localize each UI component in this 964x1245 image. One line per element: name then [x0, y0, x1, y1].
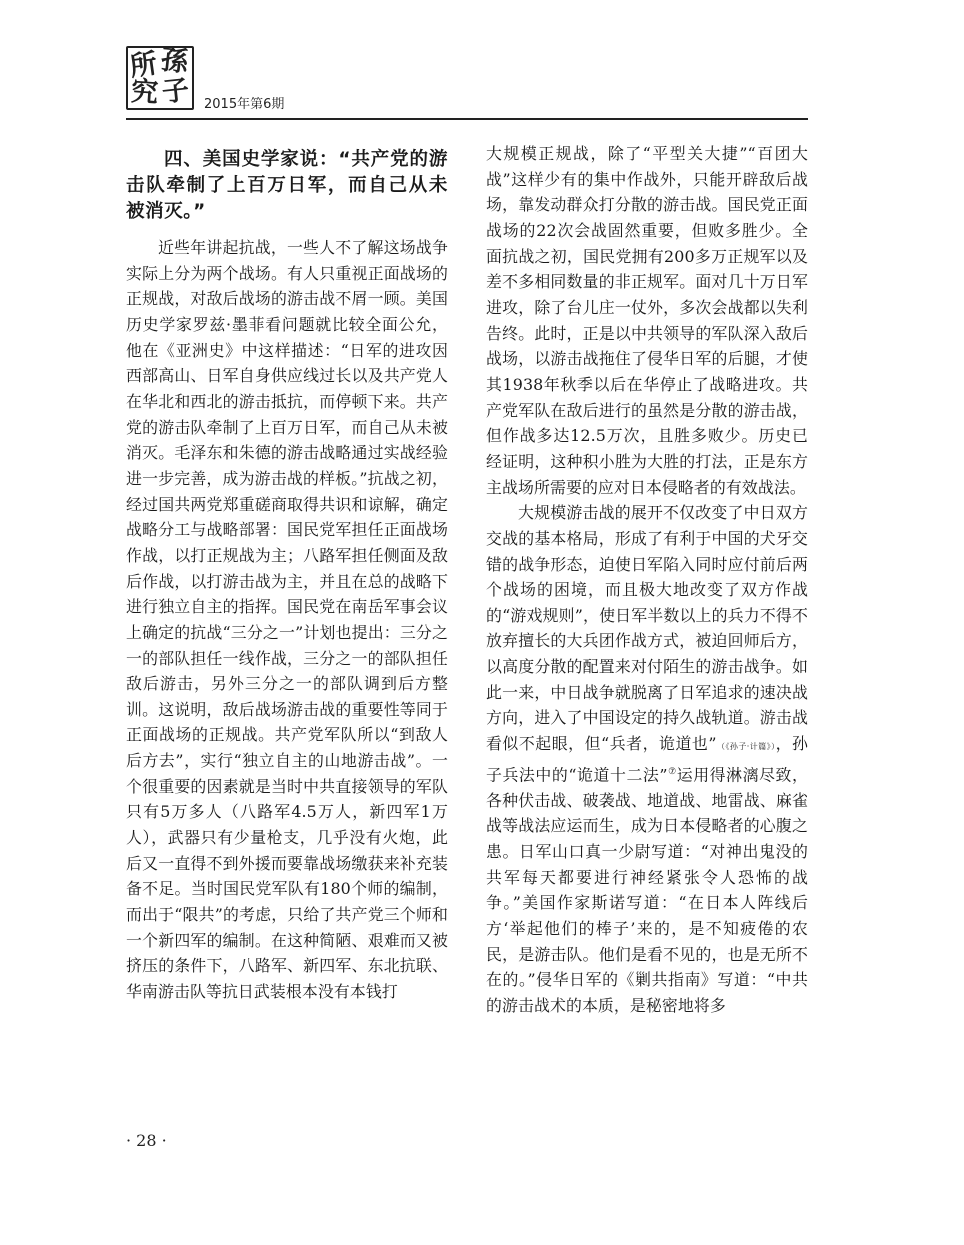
inline-citation: （《孙子·计篇》） [716, 742, 776, 752]
journal-logo [126, 46, 194, 110]
logo-char-3: 究 [129, 76, 160, 109]
right-column [486, 141, 808, 1019]
body-paragraph-1-continued: 大规模正规战，除了“平型关大捷”“百团大战”这样少有的集中作战外，只能开辟敌后战场，靠发动群众打分散的游击战。国民党正面战场的22次会战固然重要，但败多胜少。全面抗战之初，国民党拥有200多万正规军以及差不多相同数量的非正规军。面对几十万日军进攻，除了台儿庄一仗外，多次会战都以失利告终。此时，正是以中共领导的军队深入敌后战场，以游击战拖住了侵华日军的后腿，才使其1938年秋季以后在华停止了战略进攻。共产党军队在敌后进行的虽然是分散的游击战，但作战多达12.5万次，且胜多败少。历史已经证明，这种积小胜为大胜的打法，正是东方主战场所需要的应对日本侵略者的有效战法。 [486, 144, 808, 497]
logo-char-1: 所 [127, 48, 160, 83]
body-paragraph-2 [486, 500, 808, 1018]
paragraph-2-part-b: ，孙子兵法中的“诡道十二法” [486, 734, 809, 785]
page-number: · 28 · [126, 1131, 167, 1150]
paragraph-2-part-a: 大规模游击战的展开不仅改变了中日双方交战的基本格局，形成了有利于中国的犬牙交错的战争形态，迫使日军陷入同时应付前后两个战场的困境，而且极大地改变了双方作战的“游戏规则”，使日军半数以上的兵力不得不放弃擅长的大兵团作战方式，被迫回师后方，以高度分散的配置来对付陌生的游击战争。如此一来，中日战争就脱离了日军追求的速决战方向，进入了中国设定的持久战轨道。游击战看似不起眼，但“兵者，诡道也” [486, 503, 808, 754]
logo-char-4: 子 [160, 74, 191, 109]
paragraph-2-part-c: 运用得淋漓尽致，各种伏击战、破袭战、地道战、地雷战、麻雀战等战法应运而生，成为日本侵略者的心腹之患。日军山口真一少尉写道：“对神出鬼没的共军每天都要进行神经紧张令人恐怖的战争。”美国作家斯诺写道：“在日本人阵线后方‘举起他们的棒子’来的，是不知疲倦的农民，是游击队。他们是看不见的，也是无所不在的。”侵华日军的《剿共指南》写道：“中共的游击战术的本质，是秘密地将多 [486, 765, 808, 1015]
section-heading: 四、美国史学家说：“共产党的游击队牵制了上百万日军，而自己从未被消灭。” [126, 149, 448, 222]
left-column [126, 141, 448, 1005]
header-rule [126, 118, 808, 120]
issue-label: 2015年第6期 [204, 97, 285, 112]
body-paragraph-1: 近些年讲起抗战，一些人不了解这场战争实际上分为两个战场。有人只重视正面战场的正规战，对敌后战场的游击战不屑一顾。美国历史学家罗兹·墨菲看问题就比较全面公允，他在《亚洲史》中这样描述：“日军的进攻因西部高山、日军自身供应线过长以及共产党人在华北和西北的游击抵抗，而停顿下来。共产党的游击队牵制了上百万日军，而自己从未被消灭。毛泽东和朱德的游击战略通过实战经验进一步完善，成为游击战的样板。”抗战之初，经过国共两党郑重磋商取得共识和谅解，确定战略分工与战略部署：国民党军担任正面战场作战，以打正规战为主；八路军担任侧面及敌后作战，以打游击战为主，并且在总的战略下进行独立自主的指挥。国民党在南岳军事会议上确定的抗战“三分之一”计划也提出：三分之一的部队担任一线作战，三分之一的部队担任敌后游击，另外三分之一的部队调到后方整训。这说明，敌后战场游击战的重要性等同于正面战场的正规战。共产党军队所以“到敌人后方去”，实行“独立自主的山地游击战”。一个很重要的因素就是当时中共直接领导的军队只有5万多人（八路军4.5万人，新四军1万人），武器只有少量枪支，几乎没有火炮，此后又一直得不到外援而要靠战场缴获来补充装备不足。当时国民党军队有180个师的编制，而出于“限共”的考虑，只给了共产党三个师和一个新四军的编制。在这种简陋、艰难而又被挤压的条件下，八路军、新四军、东北抗联、华南游击队等抗日武装根本没有本钱打 [126, 238, 448, 1002]
logo-char-2: 孫 [159, 44, 190, 79]
footnote-marker[interactable]: ⑦ [667, 766, 677, 777]
